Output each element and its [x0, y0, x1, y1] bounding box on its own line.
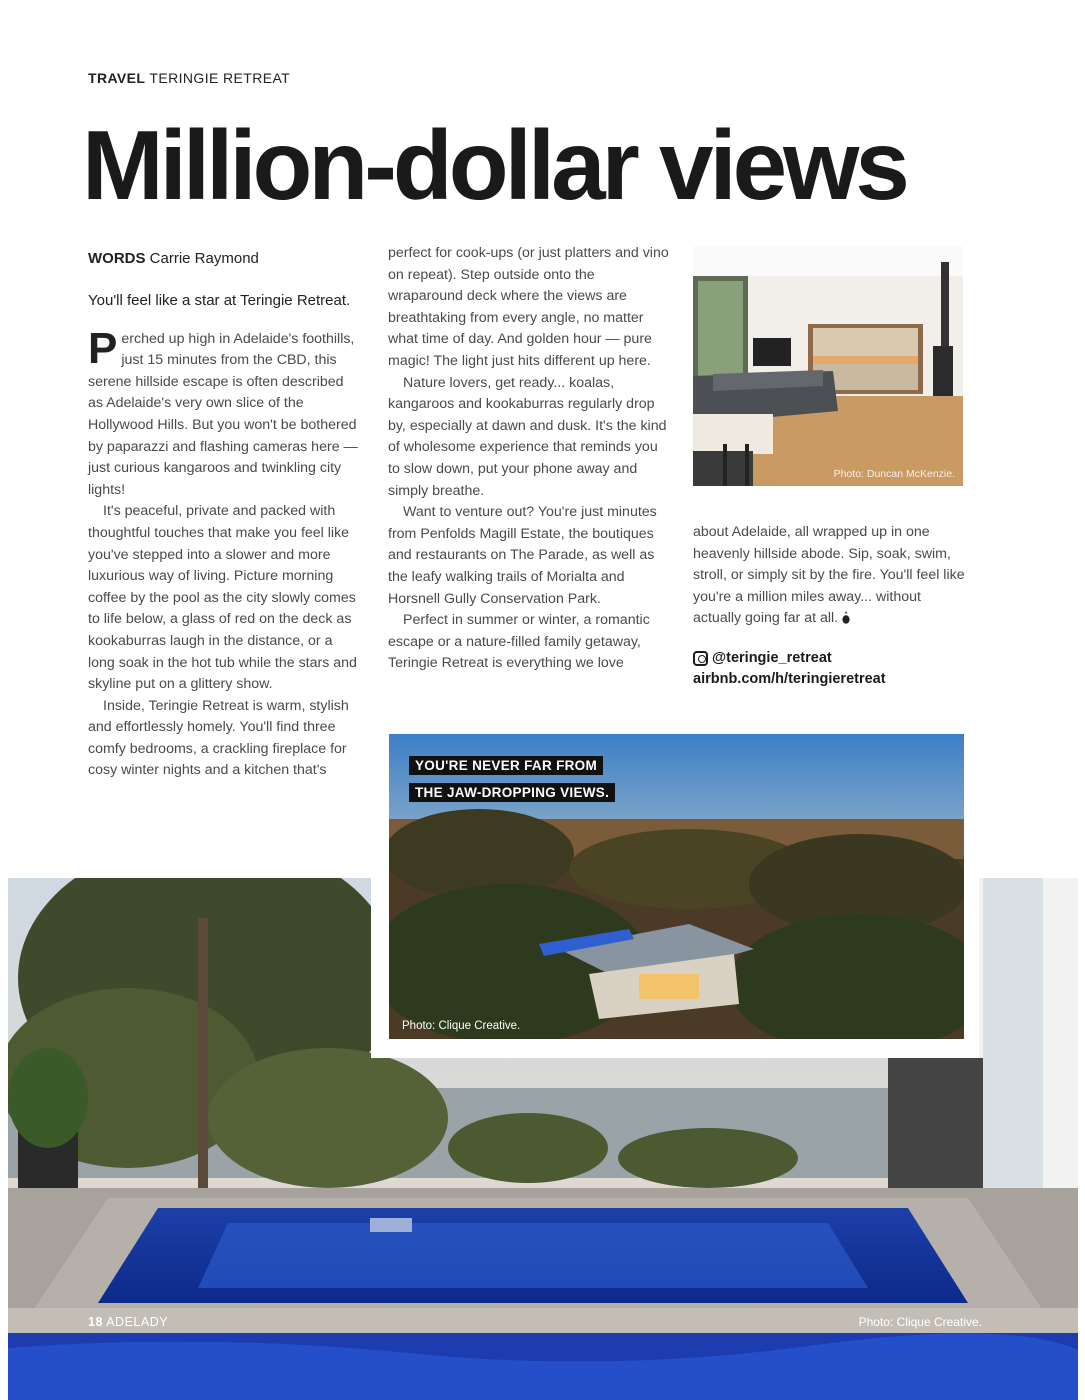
publication-name: ADELADY: [106, 1315, 169, 1329]
aerial-caption-line-2: THE JAW-DROPPING VIEWS.: [409, 783, 615, 802]
paragraph-6-end-text: about Adelaide, all wrapped up in one heavenly hillside abode. Sip, soak, swim, stroll, or simply sit by the fire. You'll feel like you're a million miles away... without actually going far at all.: [693, 524, 965, 627]
body-paragraph-3-continued: perfect for cook-ups (or just platters and vino on repeat). Step outside onto the wraparound deck where the views are breathtaking from every angle, no matter what time of day. And golden hour — pure magic! The light just hits different up here.: [388, 245, 669, 369]
instagram-row[interactable]: [693, 648, 968, 669]
standfirst: You'll feel like a star at Teringie Retreat.: [88, 291, 351, 309]
website-link[interactable]: airbnb.com/h/teringieretreat: [693, 670, 886, 687]
paragraph-1-text: erched up high in Adelaide's foothills, just 15 minutes from the CBD, this serene hillside escape is often described as Adelaide's very own slice of the Hollywood Hills. But you won't be bothered by paparazzi and flashing cameras here — just curious kangaroos and twinkling city lights!: [88, 330, 358, 498]
instagram-handle[interactable]: @teringie_retreat: [712, 649, 832, 666]
interior-photo-credit: Photo: Duncan McKenzie.: [833, 468, 955, 480]
byline-author: Carrie Raymond: [149, 250, 259, 267]
interior-photo: [693, 246, 963, 486]
byline: [88, 248, 360, 270]
section-name: TRAVEL: [88, 70, 146, 86]
social-links: [693, 648, 968, 690]
body-paragraph-2: It's peaceful, private and packed with thoughtful touches that make you feel like you've stepped into a slower and more luxurious way of living. Picture morning coffee by the pool as the city slowly comes to life below, a glass of red on the deck as kookaburras laugh in the distance, or a long soak in the hot tub while the stars and skyline put on a glittery show.: [88, 503, 357, 693]
body-paragraph-4: Nature lovers, get ready... koalas, kangaroos and kookaburras regularly drop by, especially at dawn and dusk. It's the kind of wholesome experience that reminds you to slow down, put your phone away and simply breathe.: [388, 374, 667, 499]
pool-photo-credit: Photo: Clique Creative.: [858, 1315, 982, 1329]
body-paragraph-6-continued: [693, 522, 968, 630]
article-column-1: [88, 248, 360, 782]
aerial-photo: [389, 734, 964, 1039]
aerial-photo-credit: Photo: Clique Creative.: [402, 1020, 521, 1032]
body-paragraph-3: Inside, Teringie Retreat is warm, stylish and effortlessly homely. You'll find three comfy bedrooms, a crackling fireplace for cosy winter nights and a kitchen that's: [88, 697, 349, 779]
subsection-name: TERINGIE RETREAT: [149, 70, 291, 86]
drop-cap: P: [88, 323, 118, 373]
page-footer: [88, 1315, 168, 1329]
pineapple-icon: [841, 611, 851, 624]
section-label: [88, 70, 290, 86]
body-paragraph-5: Want to venture out? You're just minutes from Penfolds Magill Estate, the boutiques and restaurants on The Parade, as well as the leafy walking trails of Morialta and Horsnell Gully Conservation Park.: [388, 504, 657, 607]
aerial-caption-line-1: YOU'RE NEVER FAR FROM: [409, 756, 603, 775]
article-column-3: [693, 522, 968, 690]
page-number: 18: [88, 1315, 103, 1329]
body-paragraph-6: Perfect in summer or winter, a romantic escape or a nature-filled family getaway, Teringie Retreat is everything we love: [388, 612, 650, 672]
body-paragraph-1: [88, 323, 360, 502]
byline-label: WORDS: [88, 250, 146, 267]
instagram-icon: [693, 651, 708, 666]
magazine-page: [8, 0, 1078, 1400]
headline: Million-dollar views: [82, 110, 906, 220]
article-column-2: [388, 243, 670, 675]
